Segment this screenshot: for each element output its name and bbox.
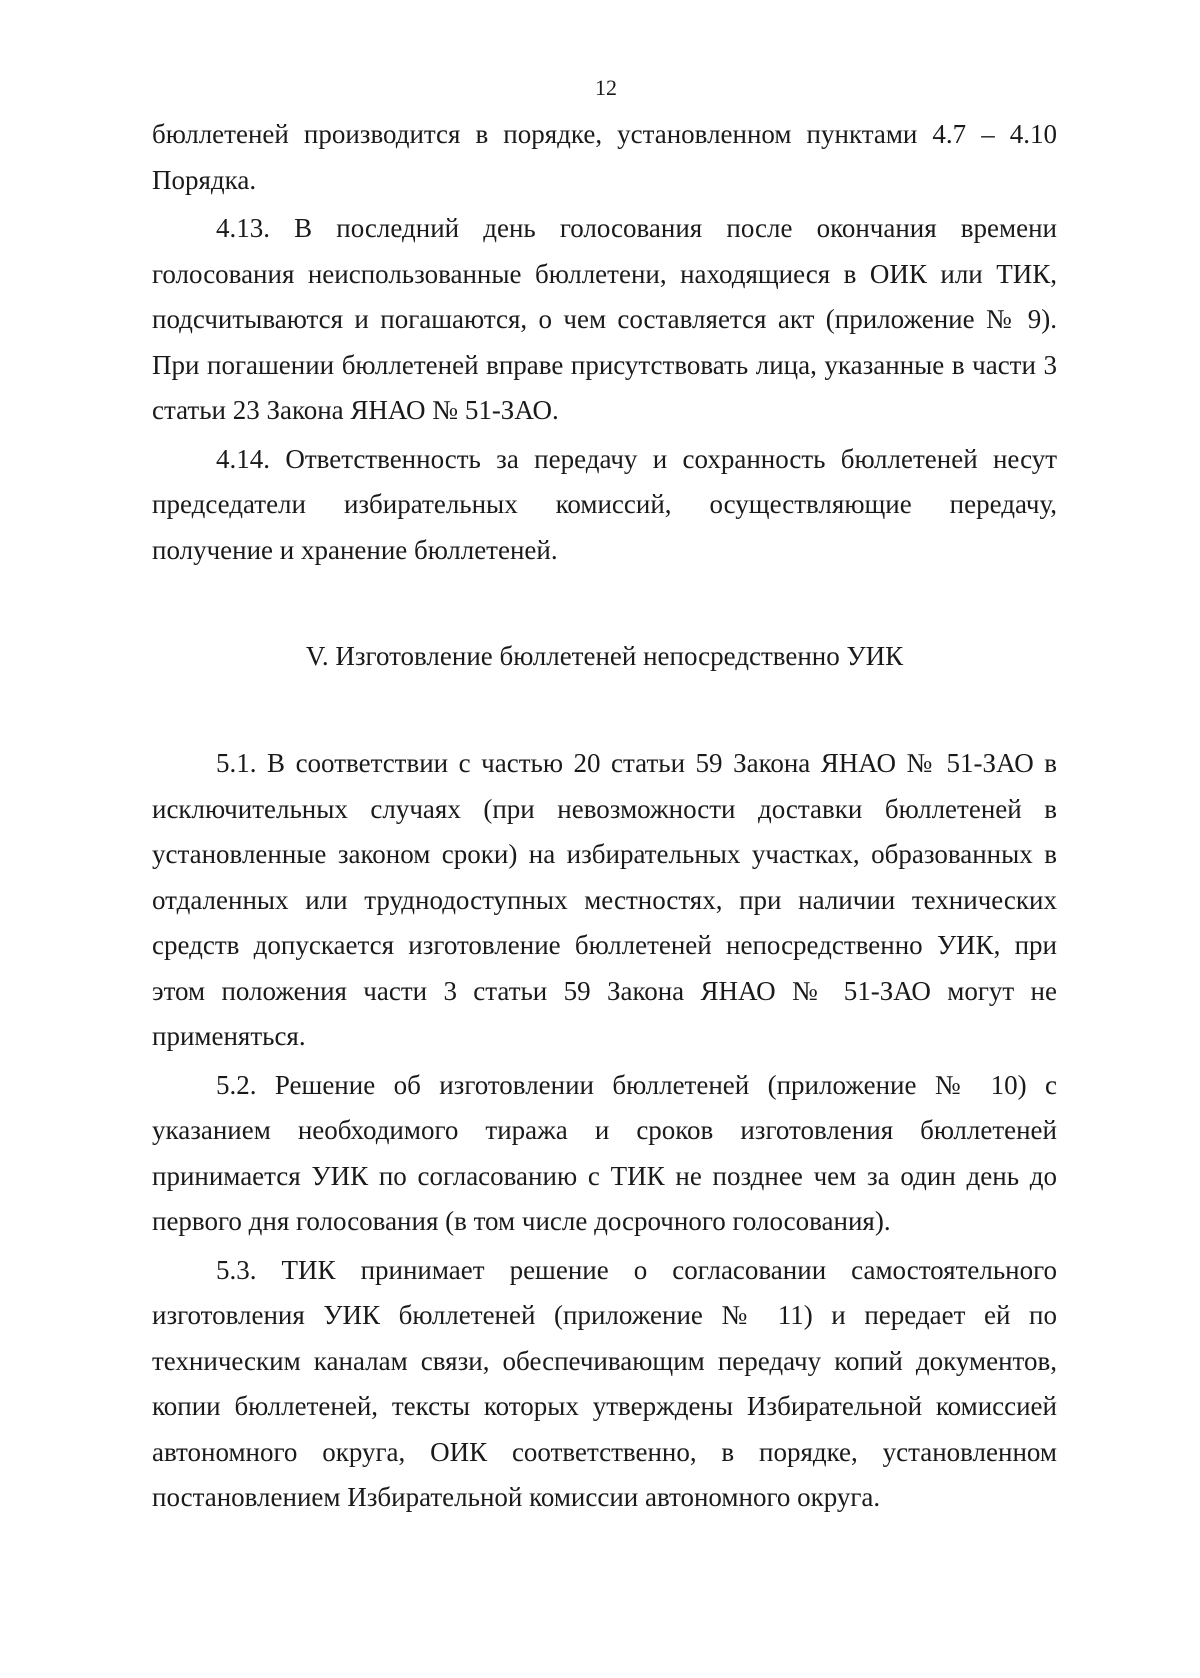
document-body [152, 112, 1057, 1521]
page-number: 12 [595, 75, 617, 100]
paragraph-5-3: 5.3. ТИК принимает решение о согласовании самостоятельного изготовления УИК бюллетеней (приложение № 11) и передает ей по техническим каналам связи, обеспечивающим передачу копий документов, копии бюллетеней, тексты которых утверждены Избирательной комиссией автономного округа, ОИК соответственно, в порядке, установленном постановлением Избирательной комиссии автономного округа. [152, 1254, 1057, 1512]
paragraph-5-1: 5.1. В соответствии с частью 20 статьи 59 Закона ЯНАО № 51-ЗАО в исключительных случаях (при невозможности доставки бюллетеней в установленные законом сроки) на избирательных участках, образованных в отдаленных или труднодоступных местностях, при наличии технических средств допускается изготовление бюллетеней непосредственно УИК, при этом положения части 3 статьи 59 Закона ЯНАО № 51-ЗАО могут не применяться. [152, 748, 1057, 1051]
paragraph-4-14: 4.14. Ответственность за передачу и сохранность бюллетеней несут председатели избирательных комиссий, осуществляющие передачу, получение и хранение бюллетеней. [152, 443, 1057, 565]
paragraph-continuation: бюллетеней производится в порядке, установленном пунктами 4.7 – 4.10 Порядка. [152, 119, 1057, 195]
section-title: V. Изготовление бюллетеней непосредственно УИК [305, 641, 904, 671]
paragraph-4-13: 4.13. В последний день голосования после окончания времени голосования неиспользованные бюллетени, находящиеся в ОИК или ТИК, подсчитываются и погашаются, о чем составляется акт (приложение № 9). При погашении бюллетеней вправе присутствовать лица, указанные в части 3 статьи 23 Закона ЯНАО № 51-ЗАО. [152, 213, 1057, 425]
paragraph-5-2: 5.2. Решение об изготовлении бюллетеней (приложение № 10) с указанием необходимого тиража и сроков изготовления бюллетеней принимается УИК по согласованию с ТИК не позднее чем за один день до первого дня голосования (в том числе досрочного голосования). [152, 1069, 1057, 1236]
